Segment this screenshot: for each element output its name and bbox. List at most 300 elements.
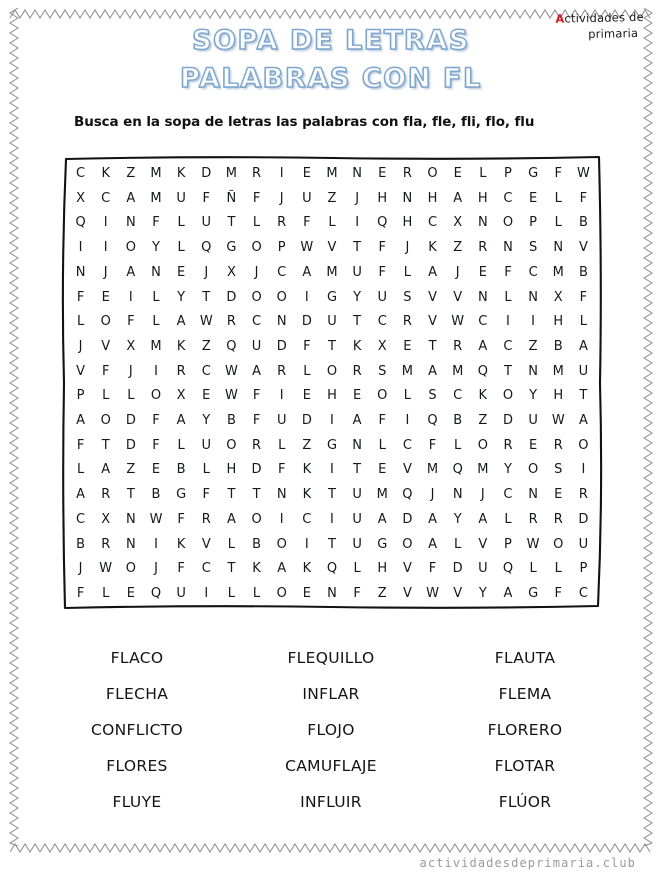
- letter-cell[interactable]: L: [454, 437, 462, 453]
- letter-cell[interactable]: O: [276, 289, 287, 305]
- letter-cell[interactable]: A: [352, 413, 362, 429]
- letter-cell[interactable]: V: [101, 338, 111, 354]
- letter-cell[interactable]: Y: [353, 289, 362, 305]
- letter-cell[interactable]: L: [554, 190, 562, 206]
- letter-cell[interactable]: D: [452, 561, 463, 577]
- letter-cell[interactable]: F: [252, 413, 261, 429]
- letter-cell[interactable]: T: [579, 388, 588, 404]
- letter-cell[interactable]: U: [352, 536, 362, 552]
- letter-cell[interactable]: F: [428, 437, 437, 453]
- letter-cell[interactable]: F: [152, 437, 160, 453]
- letter-cell[interactable]: F: [177, 511, 185, 527]
- letter-cell[interactable]: W: [99, 561, 113, 577]
- letter-cell[interactable]: O: [402, 536, 413, 552]
- letter-cell[interactable]: R: [277, 215, 287, 231]
- letter-cell[interactable]: U: [251, 338, 262, 354]
- letter-cell[interactable]: R: [553, 511, 563, 527]
- letter-cell[interactable]: T: [503, 363, 512, 379]
- letter-cell[interactable]: E: [528, 190, 538, 206]
- letter-cell[interactable]: O: [226, 437, 237, 453]
- letter-cell[interactable]: R: [176, 363, 186, 379]
- letter-cell[interactable]: E: [302, 166, 311, 181]
- letter-cell[interactable]: E: [478, 264, 487, 280]
- letter-cell[interactable]: Z: [377, 585, 387, 601]
- letter-cell[interactable]: U: [302, 190, 312, 206]
- letter-cell[interactable]: Y: [453, 511, 462, 527]
- letter-cell[interactable]: L: [554, 215, 562, 231]
- letter-cell[interactable]: D: [125, 437, 136, 453]
- letter-cell[interactable]: E: [378, 166, 387, 181]
- letter-cell[interactable]: H: [377, 190, 388, 206]
- letter-cell[interactable]: I: [279, 511, 284, 527]
- letter-cell[interactable]: X: [553, 289, 563, 305]
- letter-cell[interactable]: N: [452, 487, 463, 503]
- letter-cell[interactable]: E: [554, 487, 563, 503]
- letter-cell[interactable]: L: [152, 289, 160, 305]
- letter-cell[interactable]: L: [76, 314, 85, 330]
- letter-cell[interactable]: T: [227, 561, 236, 577]
- letter-cell[interactable]: L: [177, 437, 185, 453]
- letter-cell[interactable]: O: [477, 437, 488, 453]
- letter-cell[interactable]: T: [101, 437, 110, 453]
- letter-cell[interactable]: C: [76, 511, 86, 527]
- word-list-item[interactable]: FLORERO: [487, 721, 563, 739]
- letter-cell[interactable]: I: [330, 413, 334, 429]
- letter-cell[interactable]: N: [503, 240, 513, 256]
- letter-cell[interactable]: D: [502, 413, 513, 429]
- letter-cell[interactable]: C: [101, 190, 111, 206]
- letter-cell[interactable]: I: [405, 413, 410, 429]
- letter-cell[interactable]: M: [426, 462, 439, 478]
- letter-cell[interactable]: J: [204, 264, 209, 280]
- letter-cell[interactable]: O: [150, 388, 162, 404]
- letter-cell[interactable]: V: [428, 289, 437, 305]
- letter-cell[interactable]: R: [252, 166, 262, 181]
- letter-cell[interactable]: U: [528, 413, 538, 429]
- letter-cell[interactable]: A: [428, 511, 437, 527]
- letter-cell[interactable]: U: [578, 363, 589, 379]
- letter-cell[interactable]: G: [528, 585, 539, 601]
- letter-cell[interactable]: B: [453, 413, 463, 429]
- letter-cell[interactable]: V: [327, 240, 337, 256]
- letter-cell[interactable]: Q: [427, 413, 438, 429]
- letter-cell[interactable]: B: [578, 215, 588, 231]
- letter-cell[interactable]: R: [277, 363, 287, 379]
- letter-cell[interactable]: I: [581, 462, 586, 478]
- letter-cell[interactable]: C: [503, 487, 513, 503]
- letter-cell[interactable]: C: [478, 314, 488, 330]
- letter-cell[interactable]: N: [276, 487, 287, 503]
- letter-cell[interactable]: A: [428, 363, 437, 379]
- letter-cell[interactable]: F: [303, 338, 311, 354]
- letter-cell[interactable]: J: [279, 190, 284, 206]
- letter-cell[interactable]: A: [252, 363, 261, 379]
- letter-cell[interactable]: G: [377, 536, 388, 552]
- letter-cell[interactable]: D: [125, 413, 136, 429]
- word-list-item[interactable]: INFLAR: [302, 685, 360, 703]
- letter-cell[interactable]: L: [127, 388, 135, 404]
- letter-cell[interactable]: Y: [177, 289, 186, 305]
- letter-cell[interactable]: B: [151, 487, 161, 503]
- letter-cell[interactable]: J: [480, 487, 485, 503]
- letter-cell[interactable]: D: [402, 511, 413, 527]
- letter-cell[interactable]: E: [302, 388, 311, 404]
- word-list-item[interactable]: FLÚOR: [498, 793, 552, 811]
- letter-cell[interactable]: I: [154, 536, 158, 552]
- letter-cell[interactable]: D: [276, 338, 287, 354]
- letter-cell[interactable]: M: [150, 338, 162, 354]
- letter-cell[interactable]: I: [128, 289, 133, 305]
- letter-cell[interactable]: P: [76, 388, 85, 404]
- letter-cell[interactable]: V: [453, 585, 463, 601]
- letter-cell[interactable]: T: [328, 536, 336, 552]
- letter-cell[interactable]: U: [201, 215, 212, 231]
- letter-cell[interactable]: N: [528, 289, 538, 305]
- letter-cell[interactable]: U: [276, 413, 287, 429]
- letter-cell[interactable]: F: [152, 215, 160, 231]
- letter-cell[interactable]: W: [576, 166, 590, 181]
- letter-cell[interactable]: U: [352, 487, 362, 503]
- letter-cell[interactable]: R: [352, 363, 362, 379]
- letter-cell[interactable]: N: [528, 363, 538, 379]
- letter-cell[interactable]: L: [76, 462, 85, 478]
- letter-cell[interactable]: R: [402, 166, 412, 181]
- letter-cell[interactable]: N: [528, 487, 538, 503]
- letter-cell[interactable]: V: [402, 462, 412, 478]
- letter-cell[interactable]: S: [554, 462, 563, 478]
- letter-cell[interactable]: K: [352, 338, 362, 354]
- letter-cell[interactable]: H: [477, 190, 488, 206]
- letter-cell[interactable]: B: [252, 536, 262, 552]
- letter-cell[interactable]: T: [227, 487, 236, 503]
- letter-cell[interactable]: L: [202, 462, 210, 478]
- letter-cell[interactable]: R: [528, 511, 538, 527]
- letter-cell[interactable]: Z: [201, 338, 211, 354]
- letter-cell[interactable]: A: [428, 536, 437, 552]
- letter-cell[interactable]: E: [151, 462, 161, 478]
- letter-cell[interactable]: A: [478, 511, 488, 527]
- letter-cell[interactable]: C: [201, 561, 211, 577]
- letter-cell[interactable]: Y: [503, 462, 512, 478]
- letter-cell[interactable]: Y: [529, 388, 538, 404]
- letter-cell[interactable]: R: [503, 437, 513, 453]
- letter-cell[interactable]: M: [552, 363, 564, 379]
- word-list-item[interactable]: FLECHA: [105, 685, 169, 703]
- letter-cell[interactable]: U: [352, 264, 362, 280]
- letter-cell[interactable]: A: [503, 585, 513, 601]
- letter-cell[interactable]: I: [304, 289, 309, 305]
- letter-cell[interactable]: N: [151, 264, 161, 280]
- letter-cell[interactable]: W: [526, 536, 540, 552]
- letter-cell[interactable]: E: [403, 338, 412, 354]
- letter-cell[interactable]: G: [176, 487, 187, 503]
- letter-cell[interactable]: C: [201, 363, 211, 379]
- letter-cell[interactable]: K: [302, 487, 312, 503]
- letter-cell[interactable]: U: [176, 190, 186, 206]
- letter-cell[interactable]: Z: [528, 338, 538, 354]
- letter-cell[interactable]: L: [252, 215, 261, 231]
- letter-cell[interactable]: U: [352, 511, 362, 527]
- letter-cell[interactable]: O: [251, 240, 262, 256]
- letter-cell[interactable]: M: [326, 264, 338, 280]
- letter-cell[interactable]: M: [150, 190, 162, 206]
- letter-cell[interactable]: I: [103, 215, 108, 231]
- letter-cell[interactable]: F: [579, 190, 588, 206]
- letter-cell[interactable]: L: [403, 388, 412, 404]
- letter-cell[interactable]: V: [578, 240, 588, 256]
- letter-cell[interactable]: C: [76, 166, 86, 181]
- letter-cell[interactable]: F: [101, 363, 110, 379]
- letter-cell[interactable]: J: [405, 240, 410, 256]
- letter-cell[interactable]: Z: [453, 240, 463, 256]
- letter-cell[interactable]: Y: [202, 413, 211, 429]
- letter-cell[interactable]: Q: [402, 487, 413, 503]
- letter-cell[interactable]: T: [353, 314, 362, 330]
- letter-cell[interactable]: R: [226, 314, 236, 330]
- letter-cell[interactable]: R: [478, 240, 488, 256]
- letter-cell[interactable]: F: [76, 585, 85, 601]
- letter-cell[interactable]: I: [279, 388, 284, 404]
- letter-cell[interactable]: K: [302, 462, 312, 478]
- letter-cell[interactable]: S: [378, 363, 387, 379]
- letter-cell[interactable]: A: [76, 487, 86, 503]
- letter-cell[interactable]: Q: [226, 338, 237, 354]
- letter-cell[interactable]: E: [353, 388, 362, 404]
- letter-cell[interactable]: M: [326, 166, 338, 181]
- letter-cell[interactable]: V: [453, 289, 463, 305]
- letter-cell[interactable]: M: [376, 487, 388, 503]
- letter-cell[interactable]: Ñ: [226, 190, 237, 206]
- letter-cell[interactable]: I: [304, 536, 309, 552]
- letter-cell[interactable]: M: [477, 462, 489, 478]
- letter-cell[interactable]: K: [176, 166, 186, 181]
- word-list-item[interactable]: INFLUIR: [300, 793, 362, 811]
- letter-cell[interactable]: K: [478, 388, 488, 404]
- letter-cell[interactable]: A: [478, 338, 488, 354]
- letter-cell[interactable]: N: [75, 264, 86, 280]
- letter-cell[interactable]: J: [254, 264, 259, 280]
- letter-cell[interactable]: W: [451, 314, 465, 330]
- letter-cell[interactable]: Q: [377, 215, 388, 231]
- letter-cell[interactable]: A: [76, 413, 86, 429]
- letter-cell[interactable]: O: [125, 561, 136, 577]
- letter-cell[interactable]: Q: [477, 363, 488, 379]
- letter-cell[interactable]: T: [328, 338, 336, 354]
- letter-cell[interactable]: W: [199, 314, 213, 330]
- letter-cell[interactable]: Z: [327, 190, 337, 206]
- letter-cell[interactable]: N: [553, 240, 564, 256]
- letter-cell[interactable]: U: [327, 314, 337, 330]
- letter-cell[interactable]: C: [428, 215, 438, 231]
- letter-cell[interactable]: B: [226, 413, 236, 429]
- letter-cell[interactable]: T: [353, 462, 362, 478]
- letter-cell[interactable]: M: [552, 264, 564, 280]
- letter-cell[interactable]: O: [377, 388, 388, 404]
- letter-cell[interactable]: W: [300, 240, 314, 256]
- letter-cell[interactable]: B: [76, 536, 86, 552]
- letter-cell[interactable]: T: [227, 215, 236, 231]
- letter-cell[interactable]: U: [377, 289, 388, 305]
- letter-cell[interactable]: U: [201, 437, 212, 453]
- letter-cell[interactable]: N: [477, 289, 488, 305]
- letter-cell[interactable]: A: [377, 511, 387, 527]
- letter-cell[interactable]: D: [301, 413, 312, 429]
- letter-cell[interactable]: G: [226, 240, 237, 256]
- word-list-item[interactable]: FLACO: [110, 649, 164, 667]
- letter-cell[interactable]: Q: [452, 462, 463, 478]
- letter-cell[interactable]: A: [226, 511, 236, 527]
- letter-cell[interactable]: W: [551, 413, 565, 429]
- letter-cell[interactable]: A: [126, 190, 136, 206]
- letter-cell[interactable]: A: [302, 264, 312, 280]
- letter-cell[interactable]: M: [452, 363, 464, 379]
- letter-cell[interactable]: X: [101, 511, 111, 527]
- letter-cell[interactable]: F: [252, 190, 261, 206]
- letter-cell[interactable]: A: [453, 190, 463, 206]
- letter-cell[interactable]: M: [150, 166, 162, 181]
- letter-cell[interactable]: R: [252, 437, 262, 453]
- letter-cell[interactable]: A: [101, 462, 111, 478]
- letter-cell[interactable]: L: [454, 536, 462, 552]
- letter-cell[interactable]: R: [578, 487, 588, 503]
- letter-cell[interactable]: I: [279, 166, 284, 181]
- letter-cell[interactable]: F: [177, 561, 185, 577]
- word-list-item[interactable]: FLOJO: [307, 721, 355, 739]
- letter-cell[interactable]: F: [579, 289, 588, 305]
- letter-cell[interactable]: Z: [126, 462, 136, 478]
- letter-cell[interactable]: E: [202, 388, 211, 404]
- letter-cell[interactable]: G: [528, 166, 539, 181]
- letter-cell[interactable]: J: [355, 190, 360, 206]
- letter-cell[interactable]: K: [101, 166, 110, 181]
- letter-cell[interactable]: S: [528, 240, 538, 256]
- letter-cell[interactable]: H: [402, 215, 413, 231]
- word-list-item[interactable]: FLORES: [106, 757, 168, 775]
- letter-cell[interactable]: E: [528, 437, 538, 453]
- letter-cell[interactable]: N: [402, 190, 413, 206]
- letter-cell[interactable]: D: [251, 462, 262, 478]
- letter-cell[interactable]: M: [225, 166, 238, 181]
- letter-cell[interactable]: O: [251, 511, 262, 527]
- letter-cell[interactable]: J: [430, 487, 435, 503]
- letter-cell[interactable]: O: [100, 314, 111, 330]
- letter-cell[interactable]: T: [202, 289, 211, 305]
- letter-cell[interactable]: I: [531, 314, 536, 330]
- letter-cell[interactable]: N: [352, 166, 362, 181]
- letter-cell[interactable]: X: [377, 338, 387, 354]
- letter-cell[interactable]: V: [428, 314, 437, 330]
- letter-cell[interactable]: N: [352, 437, 362, 453]
- word-list-item[interactable]: CONFLICTO: [91, 721, 183, 739]
- letter-cell[interactable]: L: [579, 314, 588, 330]
- letter-cell[interactable]: W: [224, 388, 238, 404]
- letter-cell[interactable]: L: [403, 264, 412, 280]
- letter-cell[interactable]: O: [427, 166, 438, 181]
- letter-cell[interactable]: U: [578, 536, 589, 552]
- letter-cell[interactable]: H: [553, 314, 564, 330]
- letter-cell[interactable]: O: [251, 289, 262, 305]
- letter-cell[interactable]: E: [453, 166, 462, 181]
- letter-cell[interactable]: F: [277, 462, 286, 478]
- letter-cell[interactable]: J: [103, 264, 108, 280]
- letter-cell[interactable]: O: [527, 462, 539, 478]
- letter-cell[interactable]: O: [553, 536, 564, 552]
- letter-cell[interactable]: R: [101, 487, 111, 503]
- letter-cell[interactable]: W: [224, 363, 238, 379]
- letter-cell[interactable]: K: [176, 338, 186, 354]
- letter-cell[interactable]: R: [402, 314, 412, 330]
- letter-cell[interactable]: L: [353, 561, 361, 577]
- letter-cell[interactable]: B: [578, 264, 588, 280]
- letter-cell[interactable]: F: [428, 561, 437, 577]
- letter-cell[interactable]: W: [426, 585, 439, 601]
- letter-cell[interactable]: I: [330, 462, 334, 478]
- letter-cell[interactable]: T: [353, 240, 362, 256]
- letter-cell[interactable]: O: [276, 536, 287, 552]
- letter-cell[interactable]: J: [154, 561, 158, 577]
- letter-cell[interactable]: O: [276, 585, 287, 601]
- letter-cell[interactable]: P: [504, 166, 512, 181]
- letter-cell[interactable]: A: [126, 264, 136, 280]
- letter-cell[interactable]: F: [378, 264, 386, 280]
- letter-cell[interactable]: Y: [152, 240, 160, 256]
- letter-cell[interactable]: I: [78, 240, 83, 256]
- letter-cell[interactable]: F: [303, 215, 311, 231]
- letter-cell[interactable]: T: [126, 487, 135, 503]
- letter-cell[interactable]: V: [402, 561, 412, 577]
- letter-cell[interactable]: R: [453, 338, 463, 354]
- letter-cell[interactable]: K: [176, 536, 186, 552]
- letter-cell[interactable]: V: [478, 536, 488, 552]
- letter-cell[interactable]: P: [579, 561, 588, 577]
- letter-cell[interactable]: Q: [150, 585, 162, 601]
- letter-cell[interactable]: C: [503, 190, 513, 206]
- letter-cell[interactable]: C: [277, 264, 287, 280]
- word-search-grid[interactable]: [58, 155, 606, 610]
- letter-cell[interactable]: J: [455, 264, 460, 280]
- letter-cell[interactable]: U: [176, 585, 186, 601]
- word-list-item[interactable]: FLUYE: [112, 793, 162, 811]
- letter-cell[interactable]: B: [176, 462, 186, 478]
- letter-cell[interactable]: Q: [502, 561, 514, 577]
- letter-cell[interactable]: A: [176, 314, 186, 330]
- letter-cell[interactable]: I: [506, 314, 510, 330]
- letter-cell[interactable]: G: [326, 289, 338, 305]
- letter-cell[interactable]: E: [126, 585, 135, 601]
- letter-cell[interactable]: Z: [126, 166, 136, 181]
- letter-cell[interactable]: T: [328, 487, 336, 503]
- letter-cell[interactable]: T: [428, 338, 437, 354]
- letter-cell[interactable]: I: [154, 363, 158, 379]
- letter-cell[interactable]: D: [226, 289, 237, 305]
- letter-cell[interactable]: I: [330, 511, 334, 527]
- letter-cell[interactable]: R: [101, 536, 111, 552]
- letter-cell[interactable]: N: [125, 536, 136, 552]
- letter-cell[interactable]: Q: [201, 240, 212, 256]
- letter-cell[interactable]: X: [226, 264, 236, 280]
- letter-cell[interactable]: V: [76, 363, 86, 379]
- letter-cell[interactable]: L: [177, 215, 185, 231]
- letter-cell[interactable]: U: [478, 561, 488, 577]
- word-list-item[interactable]: FLOTAR: [494, 757, 556, 775]
- letter-cell[interactable]: K: [428, 240, 437, 256]
- letter-cell[interactable]: V: [402, 585, 412, 601]
- letter-cell[interactable]: K: [252, 561, 261, 577]
- letter-cell[interactable]: W: [149, 511, 163, 527]
- letter-cell[interactable]: C: [252, 314, 262, 330]
- letter-cell[interactable]: A: [578, 338, 588, 354]
- letter-cell[interactable]: A: [277, 561, 287, 577]
